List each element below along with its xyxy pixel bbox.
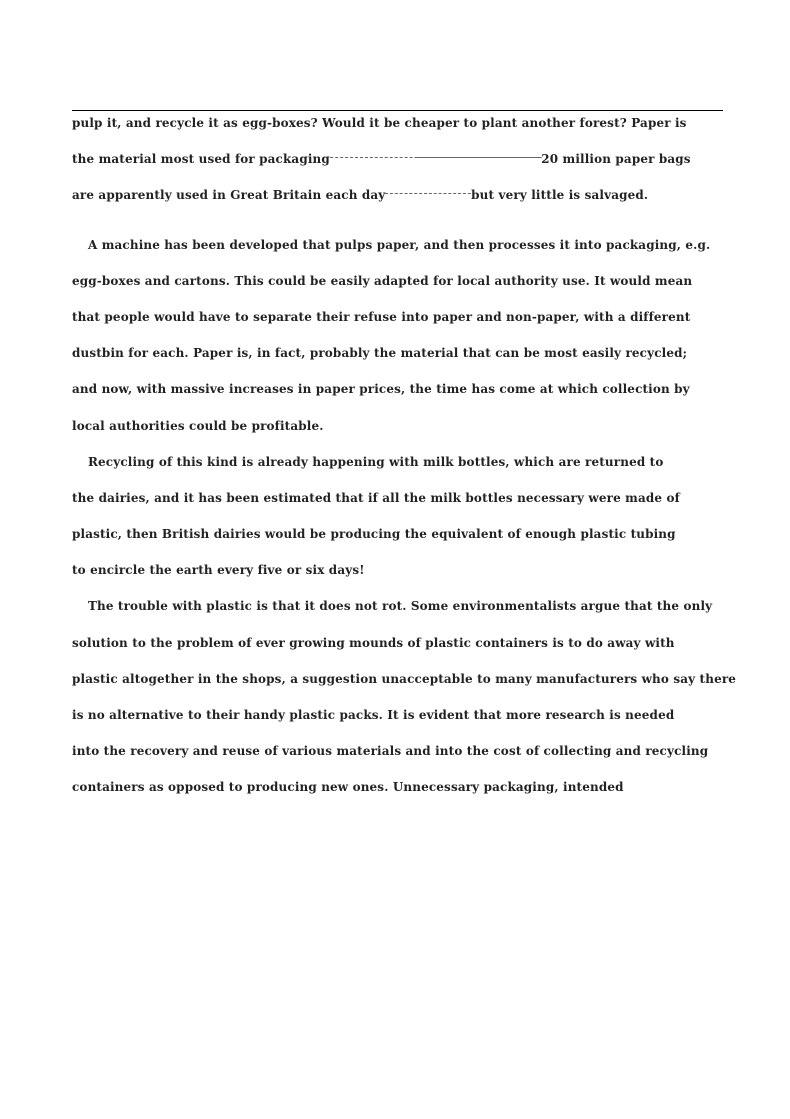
text-span: are apparently used in Great Britain each day bbox=[72, 188, 386, 203]
text-span: 20 million paper bags bbox=[541, 152, 691, 167]
text-line bbox=[72, 380, 740, 416]
header-rule bbox=[72, 110, 723, 111]
text-line bbox=[72, 308, 740, 344]
text-span: egg-boxes and cartons. This could be easily adapted for local authority use. It would mean bbox=[72, 273, 693, 288]
text-line bbox=[72, 236, 740, 272]
text-line bbox=[72, 114, 740, 150]
text-span: to encircle the earth every five or six days! bbox=[72, 563, 365, 578]
text-line bbox=[72, 272, 740, 308]
text-line bbox=[72, 561, 740, 597]
text-span: plastic, then British dairies would be producing the equivalent of enough plastic tubing bbox=[72, 527, 676, 542]
text-span: the material most used for packaging bbox=[72, 152, 330, 167]
text-span: The trouble with plastic is that it does not rot. Some environmentalists argue that the only bbox=[87, 599, 713, 614]
text-line bbox=[72, 453, 740, 489]
body-text bbox=[72, 114, 742, 815]
text-line bbox=[72, 706, 740, 742]
text-span: and now, with massive increases in paper prices, the time has come at which collection by bbox=[72, 382, 690, 397]
text-span: dustbin for each. Paper is, in fact, probably the material that can be most easily recycled; bbox=[72, 346, 688, 361]
text-span: A machine has been developed that pulps paper, and then processes it into packaging, e.g. bbox=[87, 237, 711, 252]
text-line bbox=[72, 670, 740, 706]
text-span: solution to the problem of ever growing mounds of plastic containers is to do away with bbox=[72, 635, 675, 650]
blank-line bbox=[330, 157, 541, 158]
text-line bbox=[72, 489, 740, 525]
text-line bbox=[72, 186, 740, 222]
text-span: local authorities could be profitable. bbox=[72, 418, 324, 433]
text-line bbox=[72, 778, 740, 814]
text-line bbox=[72, 150, 740, 186]
text-span: the dairies, and it has been estimated that if all the milk bottles necessary were made of bbox=[72, 490, 680, 505]
text-line bbox=[72, 344, 740, 380]
blank-line bbox=[385, 193, 471, 194]
text-span: but very little is salvaged. bbox=[471, 188, 649, 203]
text-span: that people would have to separate their refuse into paper and non-paper, with a different bbox=[72, 309, 691, 324]
text-span: is no alternative to their handy plastic packs. It is evident that more research is needed bbox=[72, 708, 675, 722]
text-line bbox=[72, 597, 740, 633]
text-line bbox=[72, 742, 740, 778]
text-line bbox=[72, 417, 740, 453]
text-line bbox=[72, 525, 740, 561]
text-line bbox=[72, 634, 740, 670]
text-span: plastic altogether in the shops, a suggestion unacceptable to many manufacturers who say there bbox=[72, 671, 737, 686]
text-span: containers as opposed to producing new ones. Unnecessary packaging, intended bbox=[72, 780, 624, 795]
text-span: Recycling of this kind is already happening with milk bottles, which are returned to bbox=[87, 454, 664, 469]
text-span: into the recovery and reuse of various materials and into the cost of collecting and recycling bbox=[72, 744, 709, 759]
text-span: pulp it, and recycle it as egg-boxes? Would it be cheaper to plant another forest? Paper is bbox=[72, 116, 687, 130]
